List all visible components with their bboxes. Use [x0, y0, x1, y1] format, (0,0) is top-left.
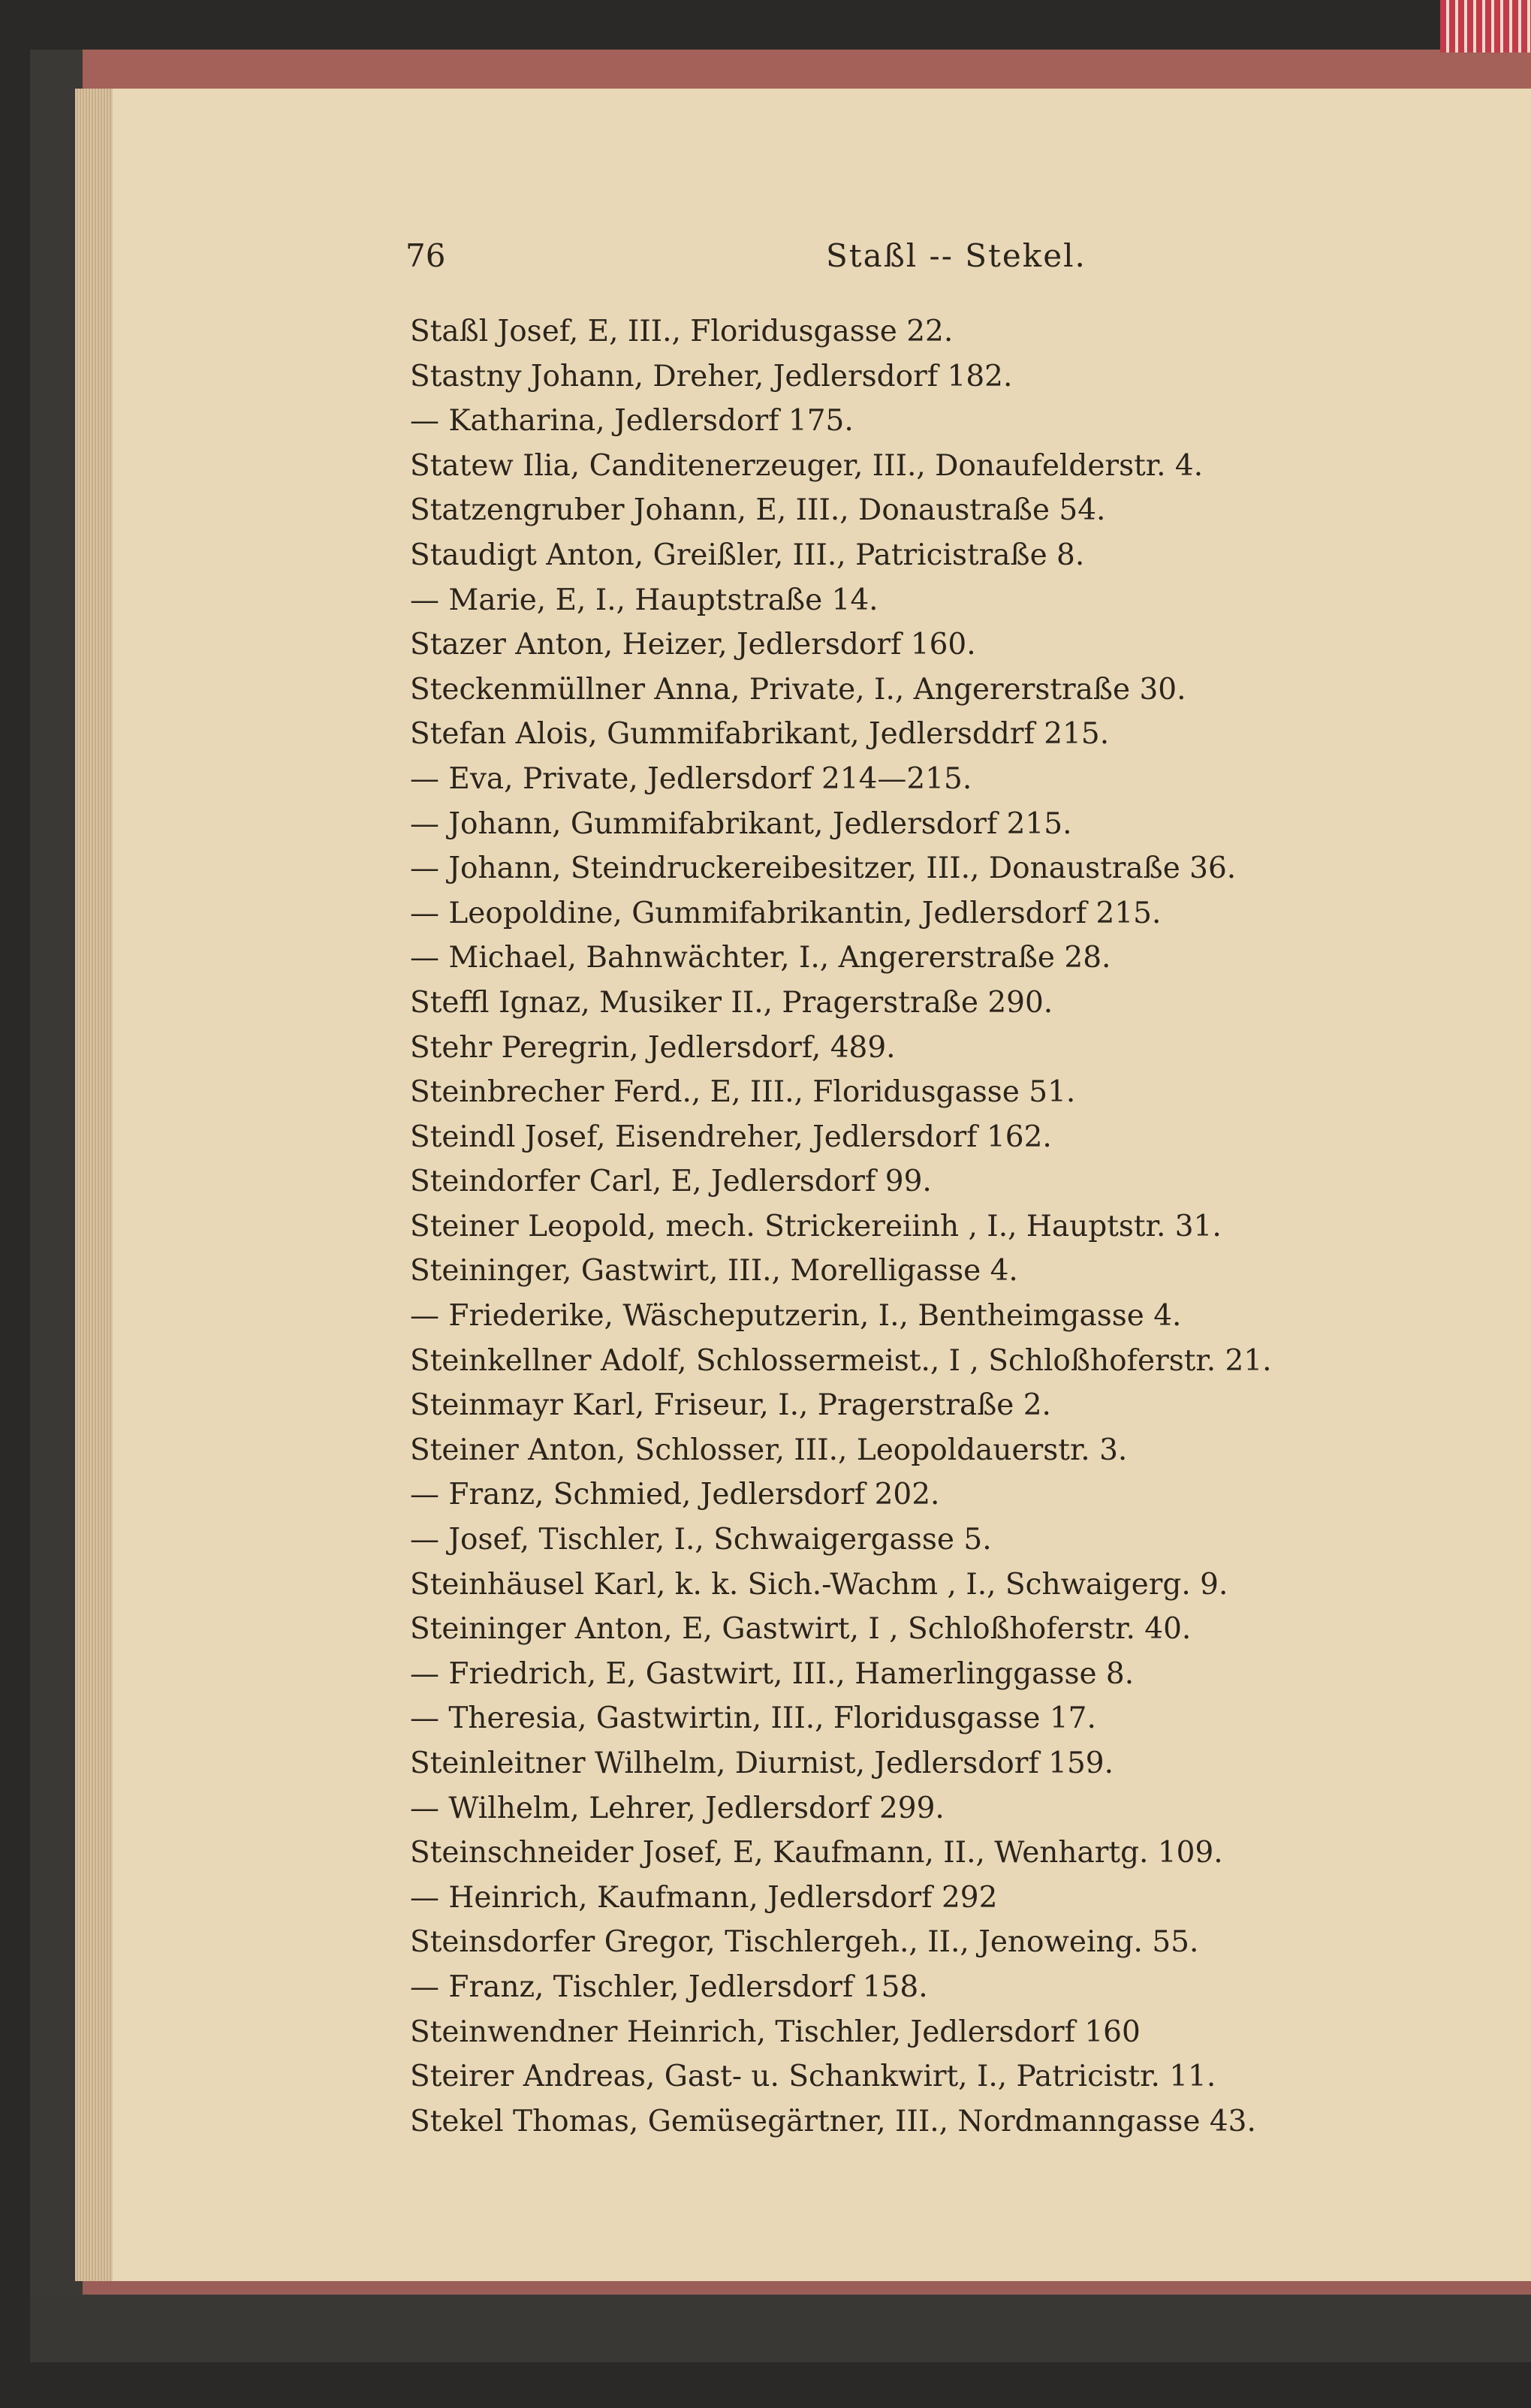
directory-entries	[410, 309, 1491, 2144]
entry-line: Steinwendner Heinrich, Tischler, Jedlersdorf 160	[410, 2015, 1141, 2049]
entry-line: — Marie, E, I., Hauptstraße 14.	[410, 583, 879, 617]
entry-line: Steirer Andreas, Gast- u. Schankwirt, I., Patricistr. 11.	[410, 2060, 1216, 2094]
entry-line: Steininger Anton, E, Gastwirt, I , Schloßhoferstr. 40.	[410, 1612, 1192, 1647]
entry-line: — Michael, Bahnwächter, I., Angererstraße 28.	[410, 941, 1111, 975]
entry-line: Stehr Peregrin, Jedlersdorf, 489.	[410, 1030, 896, 1065]
entry-line: Steckenmüllner Anna, Private, I., Angererstraße 30.	[410, 672, 1186, 707]
entry-line: Stastny Johann, Dreher, Jedlersdorf 182.	[410, 359, 1013, 393]
entry-line: — Johann, Gummifabrikant, Jedlersdorf 215.	[410, 806, 1072, 841]
entry-line: — Katharina, Jedlersdorf 175.	[410, 404, 854, 439]
entry-line: Steinkellner Adolf, Schlossermeist., I , Schloßhoferstr. 21.	[410, 1343, 1272, 1378]
entry-line: — Johann, Steindruckereibesitzer, III., Donaustraße 36.	[410, 851, 1237, 886]
entry-line: Steinschneider Josef, E, Kaufmann, II., Wenhartg. 109.	[410, 1836, 1223, 1870]
entry-line: Steindl Josef, Eisendreher, Jedlersdorf 162.	[410, 1120, 1052, 1154]
entry-line: — Friederike, Wäscheputzerin, I., Bentheimgasse 4.	[410, 1299, 1182, 1334]
entry-line: Steinbrecher Ferd., E, III., Floridusgasse 51.	[410, 1075, 1076, 1110]
entry-line: Steffl Ignaz, Musiker II., Pragerstraße 290.	[410, 985, 1053, 1020]
entry-line: Stekel Thomas, Gemüsegärtner, III., Nordmanngasse 43.	[410, 2104, 1256, 2138]
entry-line: Steindorfer Carl, E, Jedlersdorf 99.	[410, 1165, 932, 1199]
bookmark-ribbon	[1440, 0, 1531, 53]
entry-line: — Franz, Schmied, Jedlersdorf 202.	[410, 1478, 940, 1512]
entry-line: Statzengruber Johann, E, III., Donaustraße 54.	[410, 493, 1106, 528]
entry-line: Steininger, Gastwirt, III., Morelligasse 4.	[410, 1254, 1018, 1288]
entry-line: — Eva, Private, Jedlersdorf 214—215.	[410, 761, 972, 796]
entry-line: — Theresia, Gastwirtin, III., Floridusgasse 17.	[410, 1701, 1096, 1736]
entry-line: — Leopoldine, Gummifabrikantin, Jedlersdorf 215.	[410, 896, 1162, 930]
entry-line: — Josef, Tischler, I., Schwaigergasse 5.	[410, 1523, 992, 1557]
entry-line: Steinmayr Karl, Friseur, I., Pragerstraße 2.	[410, 1388, 1051, 1423]
entry-line: Stefan Alois, Gummifabrikant, Jedlersddrf 215.	[410, 717, 1110, 752]
entry-line: Steiner Leopold, mech. Strickereiinh , I., Hauptstr. 31.	[410, 1209, 1222, 1243]
entry-line: Staßl Josef, E, III., Floridusgasse 22.	[410, 315, 954, 348]
page-number: 76	[405, 237, 446, 274]
entry-line: Steinsdorfer Gregor, Tischlergeh., II., Jenoweing. 55.	[410, 1925, 1199, 1960]
entry-line: Steinleitner Wilhelm, Diurnist, Jedlersdorf 159.	[410, 1746, 1114, 1780]
entry-line: Steinhäusel Karl, k. k. Sich.-Wachm , I., Schwaigerg. 9.	[410, 1567, 1228, 1602]
running-head: Staßl -- Stekel.	[826, 237, 1086, 274]
entry-line: — Franz, Tischler, Jedlersdorf 158.	[410, 1969, 928, 2004]
entry-line: — Wilhelm, Lehrer, Jedlersdorf 299.	[410, 1791, 945, 1825]
entry-line: Steiner Anton, Schlosser, III., Leopoldauerstr. 3.	[410, 1433, 1128, 1467]
entry-line: Stazer Anton, Heizer, Jedlersdorf 160.	[410, 628, 976, 662]
entry-line: — Heinrich, Kaufmann, Jedlersdorf 292	[410, 1880, 998, 1915]
cover-board-bottom	[30, 2295, 1531, 2362]
entry-line: Staudigt Anton, Greißler, III., Patricistraße 8.	[410, 538, 1085, 572]
entry-line: Statew Ilia, Canditenerzeuger, III., Donaufelderstr. 4.	[410, 448, 1204, 483]
entry-line: — Friedrich, E, Gastwirt, III., Hamerlinggasse 8.	[410, 1656, 1135, 1691]
